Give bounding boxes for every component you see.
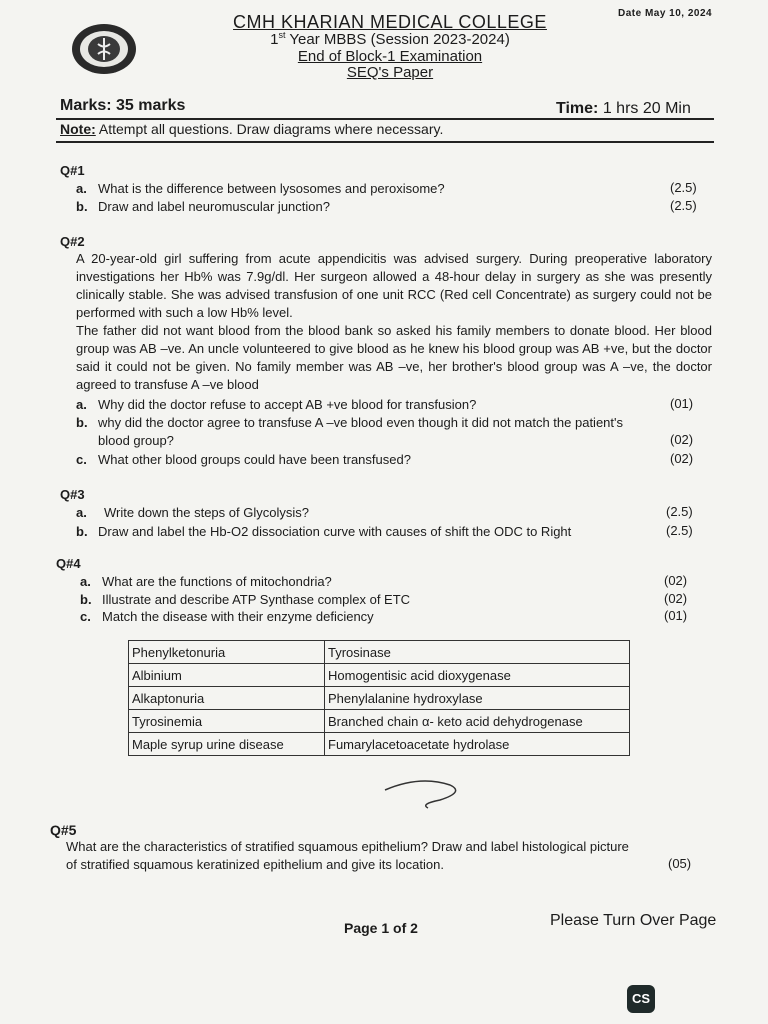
divider — [56, 118, 714, 120]
table-cell-enzyme: Fumarylacetoacetate hydrolase — [325, 733, 630, 756]
question-5-line-2: of stratified squamous keratinized epithelium and give its location. — [66, 857, 444, 872]
instructions-note: Note: Attempt all questions. Draw diagrams where necessary. — [60, 121, 444, 137]
question-3a-marks: (2.5) — [666, 504, 693, 519]
question-2a: a. Why did the doctor refuse to accept AB +ve blood for transfusion? — [76, 397, 477, 412]
question-4b-marks: (02) — [664, 591, 688, 606]
question-3b-marks: (2.5) — [666, 523, 693, 538]
question-1-title: Q#1 — [60, 163, 85, 178]
college-logo — [70, 22, 138, 76]
question-4a: a. What are the functions of mitochondria? — [80, 574, 332, 589]
table-cell-disease: Albinium — [129, 664, 325, 687]
table-cell-enzyme: Tyrosinase — [325, 641, 630, 664]
question-2b: b. why did the doctor agree to transfuse A –ve blood even though it did not match the patient's — [76, 415, 623, 430]
question-2-scenario-2: The father did not want blood from the blood bank so asked his family members to donate blood. Her blood group was AB –ve. An uncle volunteered to give blood as he knew his blood group was AB +ve, but the doctor said it could not be given. No family member was AB –ve, her brother's blood group was A –ve, the doctor agreed to transfuse A –ve blood — [76, 323, 712, 392]
question-3b: b. Draw and label the Hb-O2 dissociation curve with causes of shift the ODC to Right — [76, 524, 572, 539]
table-cell-enzyme: Branched chain α- keto acid dehydrogenase — [325, 710, 630, 733]
pen-scribble — [380, 770, 480, 810]
enzyme-match-table — [128, 640, 630, 756]
exam-title: End of Block-1 Examination — [297, 48, 483, 65]
page-number: Page 1 of 2 — [344, 920, 418, 936]
table-row — [129, 733, 630, 756]
question-4b: b. Illustrate and describe ATP Synthase complex of ETC — [80, 592, 411, 607]
question-4a-marks: (02) — [664, 573, 688, 588]
question-3a: a. Write down the steps of Glycolysis? — [76, 505, 309, 520]
question-2c-marks: (02) — [670, 451, 694, 466]
divider — [56, 141, 714, 143]
question-2a-marks: (01) — [670, 396, 694, 411]
question-4c-marks: (01) — [664, 608, 688, 623]
table-cell-disease: Phenylketonuria — [129, 641, 325, 664]
question-2-title: Q#2 — [60, 234, 85, 249]
question-5-marks: (05) — [668, 856, 692, 871]
program-year: 1st Year MBBS (Session 2023-2024) — [270, 30, 510, 48]
question-2b-continued: blood group? — [98, 433, 174, 448]
question-1b: b. Draw and label neuromuscular junction? — [76, 199, 330, 214]
question-1a: a. What is the difference between lysosomes and peroxisome? — [76, 181, 445, 196]
table-row — [129, 687, 630, 710]
question-2-scenario-1: A 20-year-old girl suffering from acute appendicitis was advised surgery. During preoperative laboratory investigations her Hb% was 7.9g/dl. Her surgeon allowed a 48-hour delay in surgery as she was presently clinically stable. She was advised transfusion of one unit RCC (Red cell Concentrate) as surgery could not be performed with such a low Hb% level. — [76, 251, 712, 320]
table-row — [129, 664, 630, 687]
college-name: CMH KHARIAN MEDICAL COLLEGE — [233, 12, 547, 32]
scanner-badge-icon: CS — [627, 985, 655, 1013]
table-row — [129, 710, 630, 733]
question-3-title: Q#3 — [60, 487, 85, 502]
question-2c: c. What other blood groups could have been transfused? — [76, 452, 411, 467]
table-cell-disease: Maple syrup urine disease — [129, 733, 325, 756]
paper-title: SEQ's Paper — [346, 64, 434, 81]
question-4c: c. Match the disease with their enzyme deficiency — [80, 609, 374, 624]
table-cell-disease: Tyrosinemia — [129, 710, 325, 733]
table-cell-enzyme: Phenylalanine hydroxylase — [325, 687, 630, 710]
question-1a-marks: (2.5) — [670, 180, 697, 195]
question-1b-marks: (2.5) — [670, 198, 697, 213]
time-allowed: Time: 1 hrs 20 Min — [556, 100, 691, 117]
turn-over-note: Please Turn Over Page — [550, 912, 717, 929]
question-4-title: Q#4 — [56, 556, 81, 571]
question-2b-marks: (02) — [670, 432, 694, 447]
question-5-title: Q#5 — [50, 822, 77, 838]
total-marks: Marks: 35 marks — [60, 97, 186, 114]
table-cell-enzyme: Homogentisic acid dioxygenase — [325, 664, 630, 687]
table-cell-disease: Alkaptonuria — [129, 687, 325, 710]
question-5-line-1: What are the characteristics of stratified squamous epithelium? Draw and label histological picture — [66, 839, 629, 854]
table-row — [129, 641, 630, 664]
exam-date: Date May 10, 2024 — [618, 8, 713, 19]
